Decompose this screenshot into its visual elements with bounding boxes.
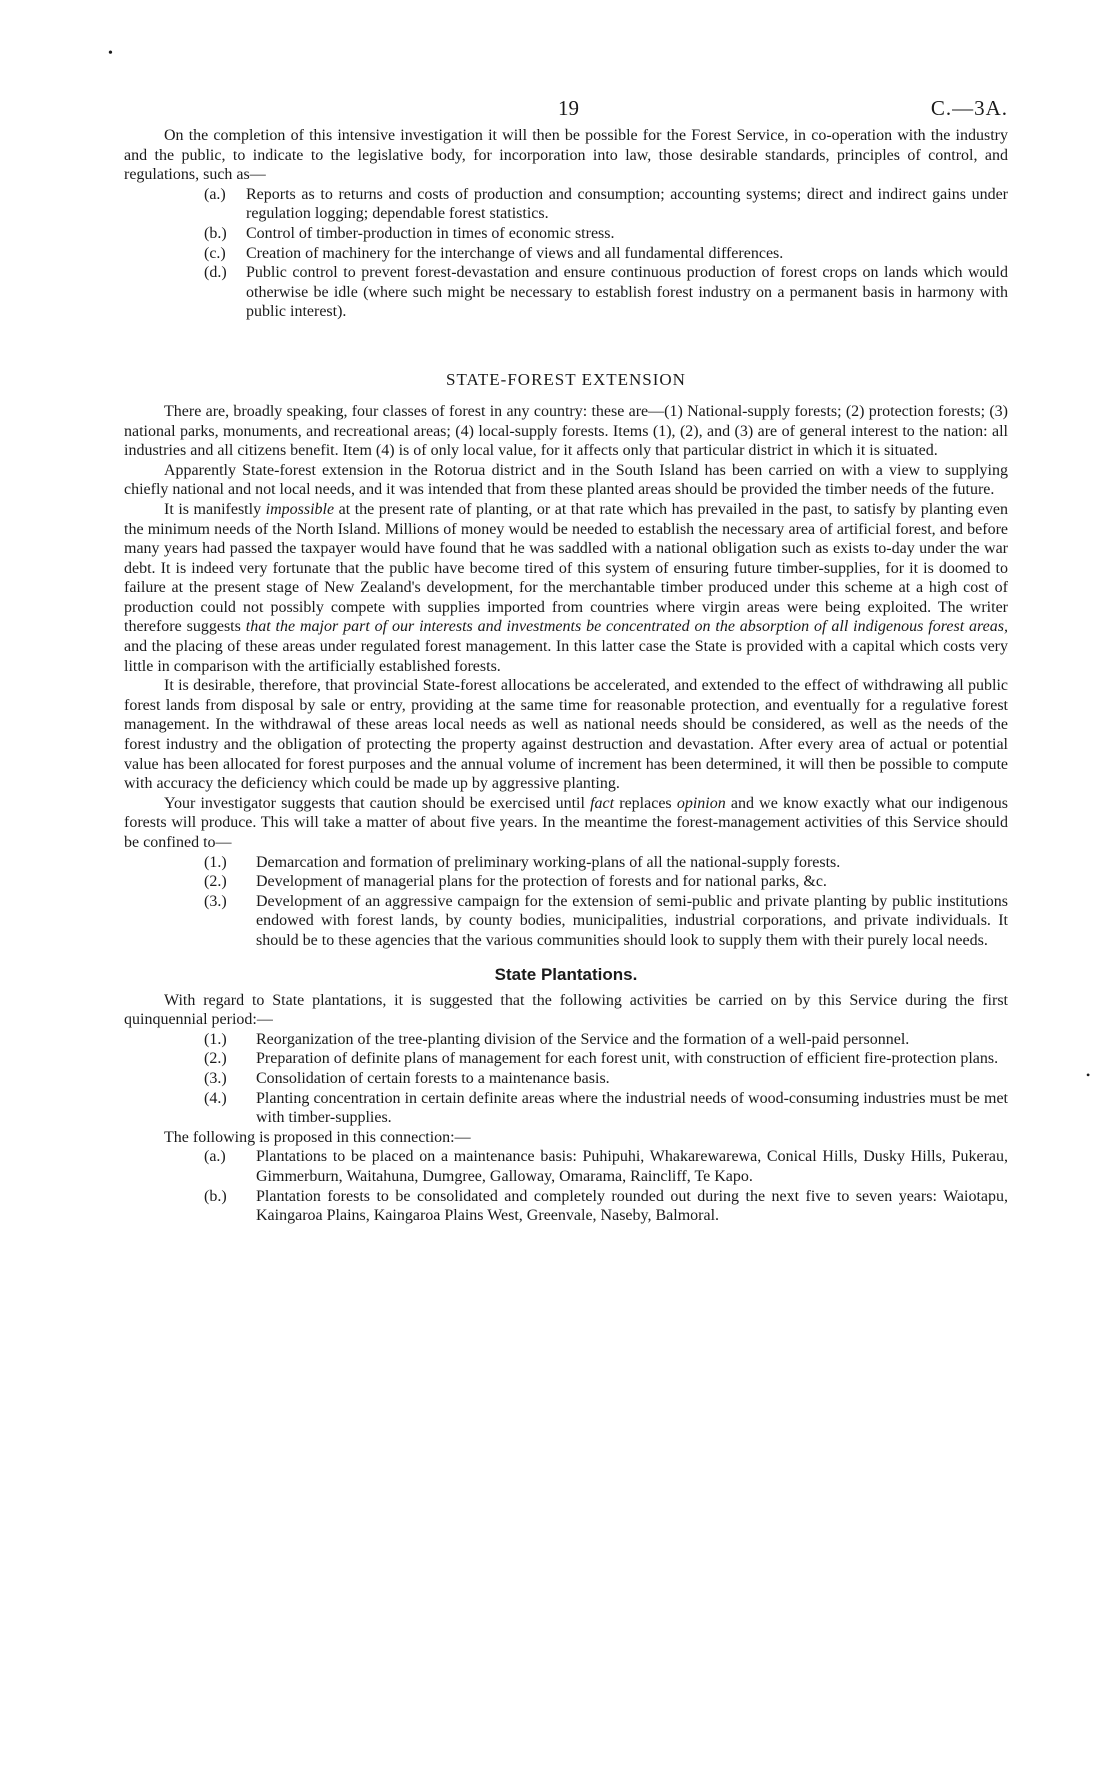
- item-label: (b.): [204, 224, 227, 242]
- paragraph: [124, 500, 1008, 676]
- emphasis: impossible: [265, 500, 335, 518]
- list-item: [204, 244, 1008, 264]
- emphasis: that the major part of our interests and investments be concentrated on the absorption of all indigenous forest areas,: [245, 618, 1008, 636]
- item-text: Creation of machinery for the interchange of views and all fundamental differences.: [246, 244, 784, 262]
- page-header: [124, 96, 1008, 126]
- document-page: [124, 96, 1008, 1226]
- item-text: Development of an aggressive campaign for the extension of semi-public and private planting by public institutions endowed with forest lands, by county bodies, municipalities, industrial corporations, and private individuals. It should be to these agencies that the various communities should look to supply them with their purely local needs.: [256, 892, 1008, 949]
- item-label: (c.): [204, 244, 226, 262]
- list-item: [204, 872, 1008, 892]
- paragraph: There are, broadly speaking, four classes of forest in any country: these are—(1) National-supply forests; (2) protection forests; (3) national parks, monuments, and recreational areas; (4) local-supply forests. Items (1), (2), and (3) are of general interest to the nation: all industries and all citizens benefit. Item (4) is of only local value, for it affects only that particular district in which it is situated.: [124, 402, 1008, 460]
- section-heading: State Plantations.: [494, 964, 638, 984]
- item-text: Plantation forests to be consolidated and completely rounded out during the next five to seven years: Waiotapu, Kaingaroa Plains, Kaingaroa Plains West, Greenvale, Naseby, Balmoral.: [256, 1187, 1008, 1225]
- item-text: Planting concentration in certain definite areas where the industrial needs of wood-consuming industries must be met with timber-supplies.: [256, 1089, 1008, 1127]
- list-item: [204, 1030, 1008, 1050]
- text-run: It is manifestly: [164, 500, 266, 518]
- extension-section: [124, 370, 1008, 951]
- item-text: Preparation of definite plans of management for each forest unit, with construction of efficient fire-protection plans.: [256, 1050, 999, 1068]
- paragraph: [124, 794, 1008, 853]
- item-text: Control of timber-production in times of economic stress.: [246, 224, 615, 242]
- emphasis: opinion: [676, 794, 726, 812]
- list-item: [204, 1049, 1008, 1069]
- text-run: and the placing of these areas under regulated forest management. In this latter case the State is provided with a capital which costs very little in comparison with the artificially established forests.: [124, 638, 1008, 675]
- text-run: and we know exactly what our indigenous forests will produce. This will take a matter of about five years. In the meantime the forest-management activities of this Service should be confined to—: [124, 794, 1008, 851]
- document-reference: C.—3A.: [930, 96, 1008, 120]
- item-label: (3.): [204, 1069, 227, 1087]
- list-item: [204, 185, 1008, 224]
- text-run: at the present rate of planting, or at that rate which has prevailed in the past, to satisfy by planting even the minimum needs of the North Island. Millions of money would be needed to establish the necessary area of artificial forest, and before many years had passed the taxpayer would have found that he was saddled with a national obligation such as exists to-day under the war debt. It is indeed very fortunate that the public have become tired of this system of ensuring future timber-supplies, for it is doomed to failure at the present stage of New Zealand's development, for the merchantable timber produced under this scheme at a high cost of production could not possibly compete with supplies imported from countries where virgin areas were being exploited. The writer therefore suggests: [124, 500, 1008, 636]
- paragraph: It is desirable, therefore, that provincial State-forest allocations be accelerated, and extended to the effect of withdrawing all public forest lands from disposal by sale or entry, providing at the same time for reasonable protection, and eventually for a regulative forest management. In the withdrawal of these areas local needs as well as national needs should be considered, as well as the needs of the forest industry and the obligation of protecting the property against destruction and devastation. After every area of actual or potential value has been allocated for forest purposes and the annual volume of increment has been determined, it will then be possible to compute with accuracy the deficiency which could be made up by aggressive planting.: [124, 677, 1008, 793]
- intro-paragraph: On the completion of this intensive investigation it will then be possible for the Forest Service, in co-operation with the industry and the public, to indicate to the legislative body, for incorporation into law, those desirable standards, principles of control, and regulations, such as—: [124, 127, 1008, 184]
- list-item: [204, 1187, 1008, 1226]
- list-item: [204, 224, 1008, 244]
- item-label: (4.): [204, 1089, 227, 1107]
- item-label: (d.): [204, 264, 227, 282]
- paragraph: Apparently State-forest extension in the Rotorua district and in the South Island has been carried on with a view to supplying chiefly national and not local needs, and it was intended that from these planted areas should be provided the timber needs of the future.: [124, 461, 1008, 499]
- item-label: (b.): [204, 1187, 227, 1205]
- item-text: Demarcation and formation of preliminary working-plans of all the national-supply forests.: [256, 853, 841, 871]
- item-label: (3.): [204, 892, 227, 910]
- list-item: [204, 1147, 1008, 1186]
- emphasis: fact: [590, 794, 615, 812]
- item-text: Plantations to be placed on a maintenance basis: Puhipuhi, Whakarewarewa, Conical Hills, Dusky Hills, Pukerau, Gimmerburn, Waitahuna, Dumgree, Galloway, Omarama, Raincliff, Te Kapo.: [256, 1148, 1008, 1185]
- item-label: (1.): [204, 1030, 227, 1048]
- list-item: [204, 1089, 1008, 1128]
- text-run: replaces: [614, 794, 677, 812]
- item-label: (a.): [204, 1148, 226, 1166]
- margin-mark: •: [108, 46, 113, 61]
- list-item: [204, 1069, 1008, 1089]
- list-item: [204, 892, 1008, 951]
- text-run: Your investigator suggests that caution should be exercised until: [164, 794, 591, 812]
- list-item: [204, 263, 1008, 322]
- item-text: Reports as to returns and costs of production and consumption; accounting systems; direct and indirect gains under regulation logging; dependable forest statistics.: [246, 185, 1008, 223]
- paragraph: With regard to State plantations, it is suggested that the following activities be carried on by this Service during the first quinquennial period:—: [124, 991, 1008, 1029]
- item-label: (2.): [204, 1050, 227, 1068]
- item-label: (a.): [204, 185, 226, 203]
- item-text: Development of managerial plans for the protection of forests and for national parks, &c.: [256, 873, 827, 891]
- section-heading: STATE-FOREST EXTENSION: [446, 369, 686, 389]
- item-label: (2.): [204, 873, 227, 891]
- paragraph: The following is proposed in this connection:—: [164, 1128, 471, 1146]
- page-number: 19: [558, 96, 579, 120]
- item-text: Public control to prevent forest-devastation and ensure continuous production of forest crops on lands which would otherwise be idle (where such might be necessary to establish forest industry on a permanent basis in harmony with public interest).: [246, 264, 1008, 321]
- plantations-section: [124, 965, 1008, 1226]
- intro-section: [124, 126, 1008, 322]
- list-item: [204, 853, 1008, 873]
- item-text: Consolidation of certain forests to a maintenance basis.: [256, 1069, 610, 1087]
- item-text: Reorganization of the tree-planting division of the Service and the formation of a well-paid personnel.: [256, 1030, 910, 1048]
- margin-mark: •: [1086, 1068, 1091, 1082]
- item-label: (1.): [204, 853, 227, 871]
